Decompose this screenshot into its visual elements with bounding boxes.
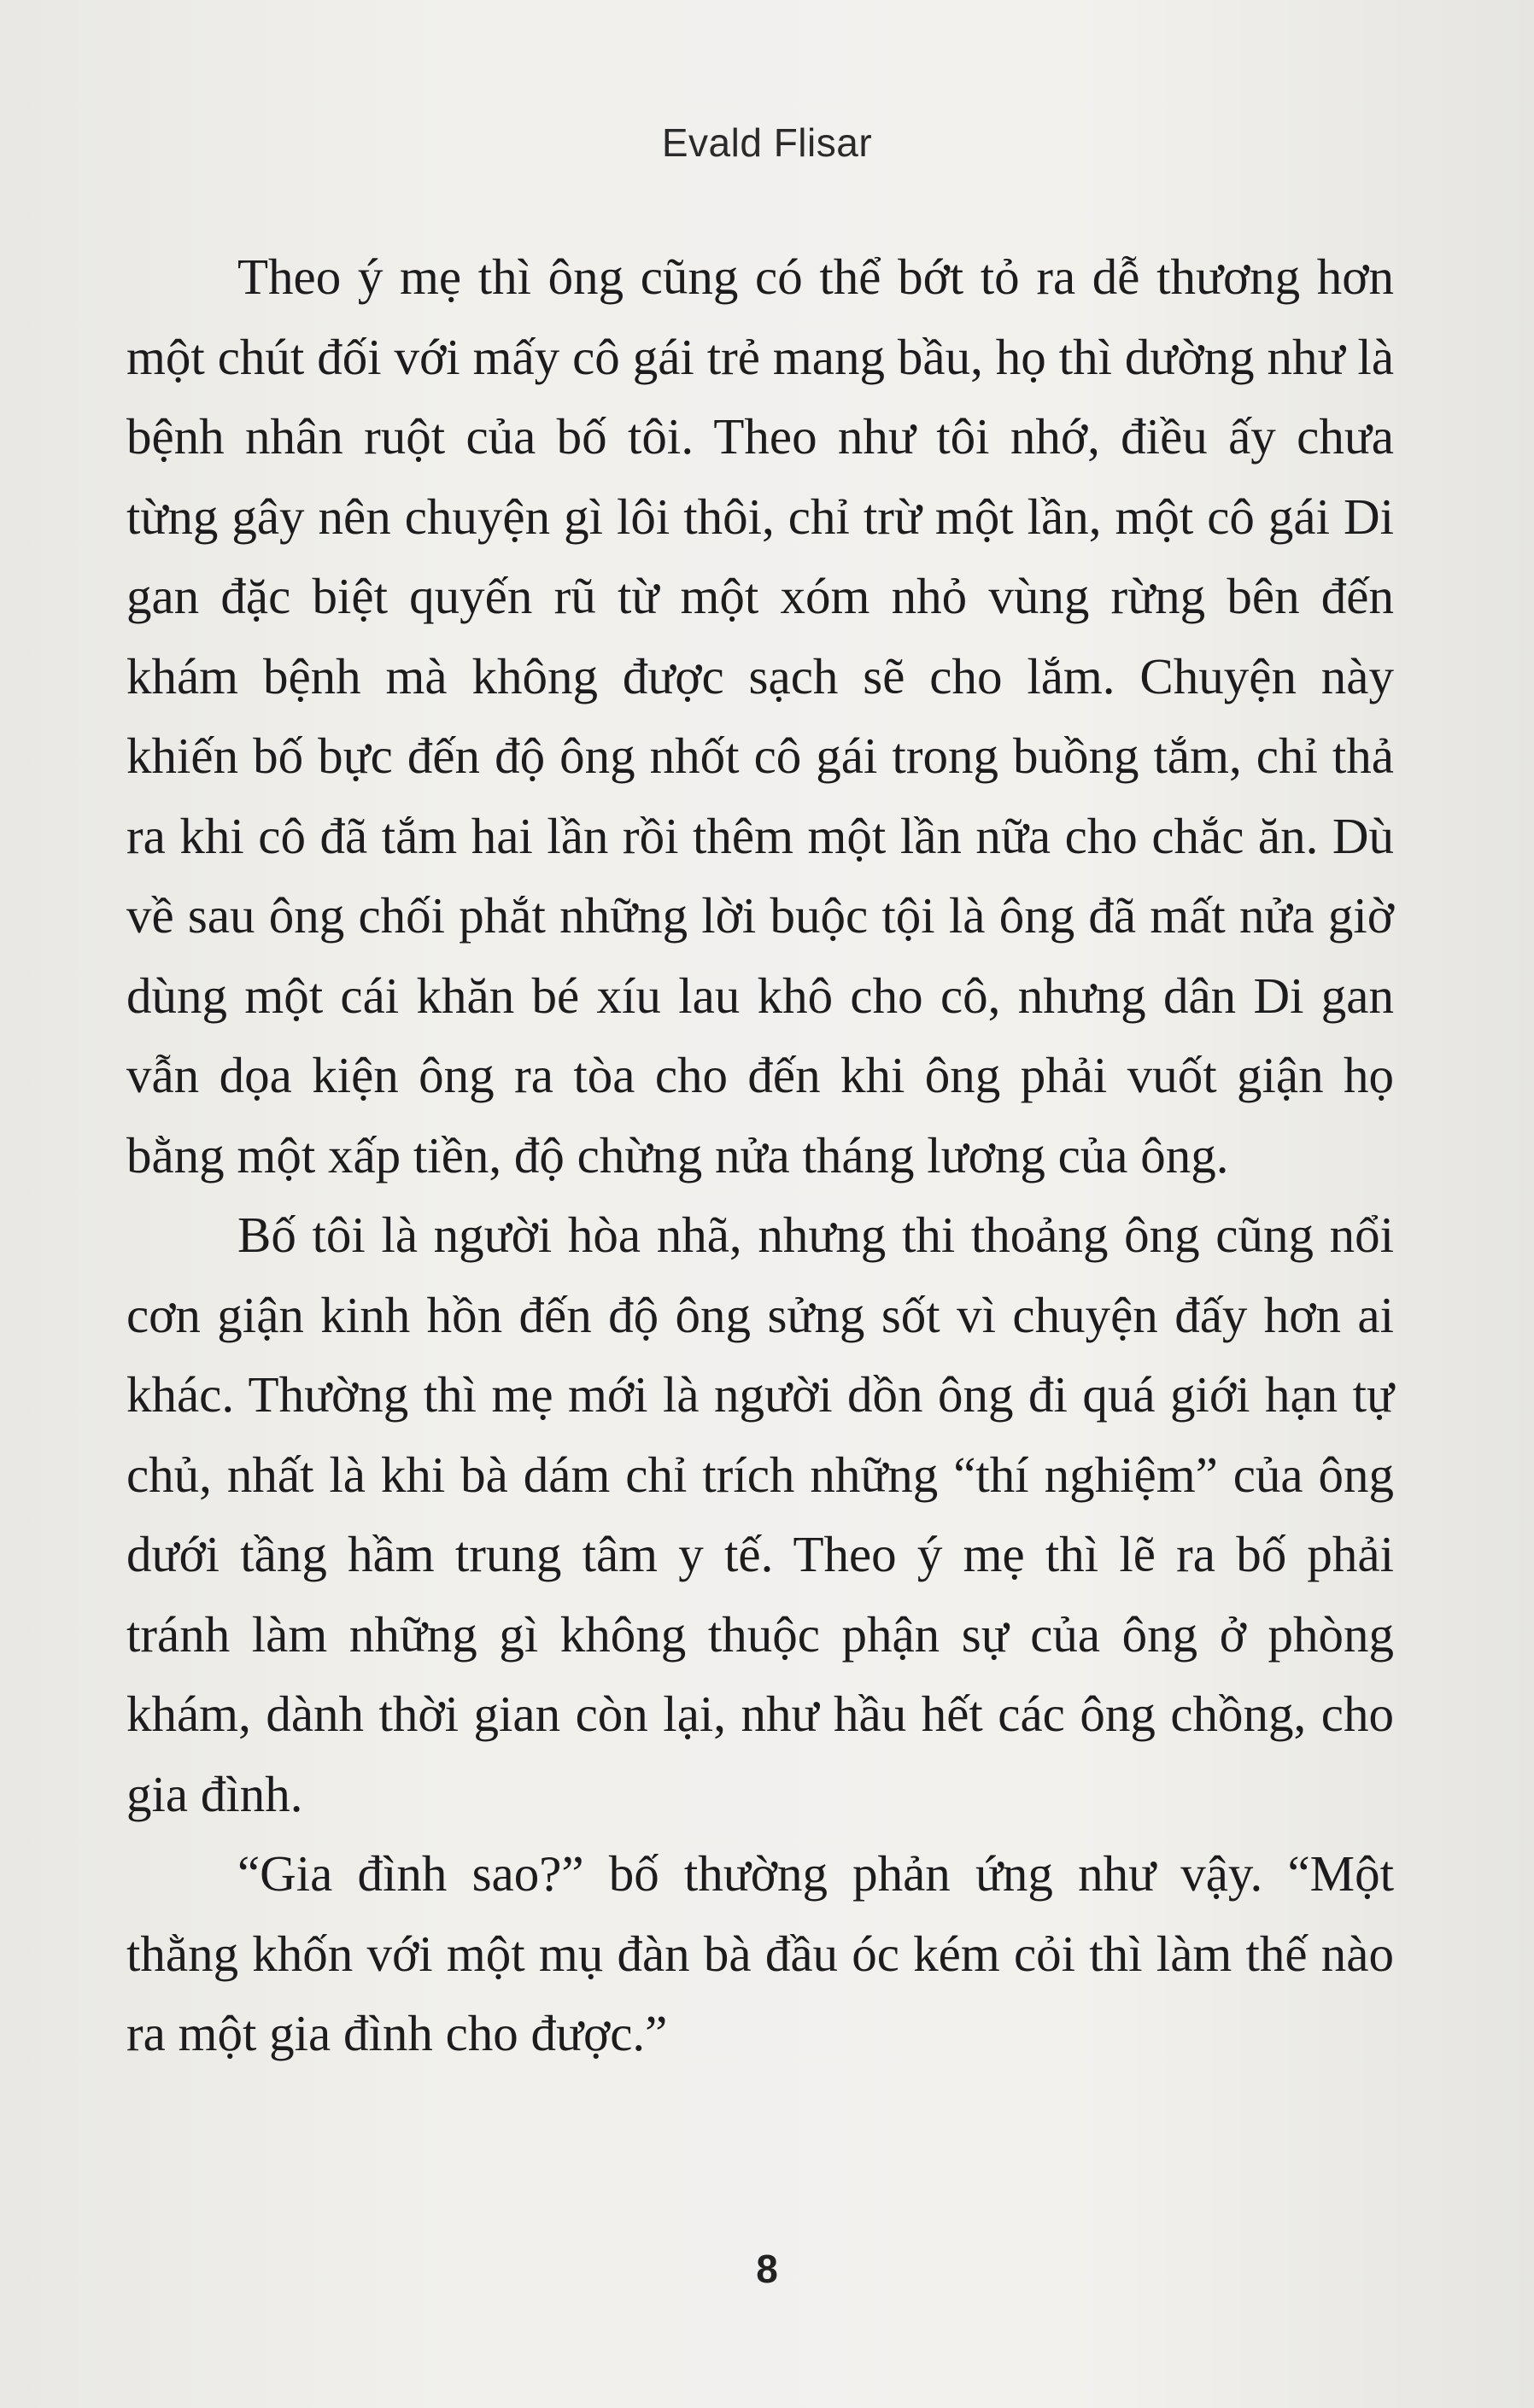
paragraph-2: Bố tôi là người hòa nhã, nhưng thi thoảng ông cũng nổi cơn giận kinh hồn đến độ ông sửng sốt vì chuyện đấy hơn ai khác. Thường thì mẹ mới là người dồn ông đi quá giới hạn tự chủ, nhất là khi bà dám chỉ trích những “thí nghiệm” của ông dưới tầng hầm trung tâm y tế. Theo ý mẹ thì lẽ ra bố phải tránh làm những gì không thuộc phận sự của ông ở phòng khám, dành thời gian còn lại, như hầu hết các ông chồng, cho gia đình. [126, 1207, 1394, 1822]
running-head-author: Evald Flisar [661, 120, 873, 165]
body-text [126, 237, 1394, 2074]
page-number: 8 [756, 2247, 778, 2291]
paragraph-3: “Gia đình sao?” bố thường phản ứng như vậy. “Một thằng khốn với một mụ đàn bà đầu óc kém cỏi thì làm thế nào ra một gia đình cho được.” [126, 1845, 1394, 2061]
paragraph-1: Theo ý mẹ thì ông cũng có thể bớt tỏ ra dễ thương hơn một chút đối với mấy cô gái trẻ mang bầu, họ thì dường như là bệnh nhân ruột của bố tôi. Theo như tôi nhớ, điều ấy chưa từng gây nên chuyện gì lôi thôi, chỉ trừ một lần, một cô gái Di gan đặc biệt quyến rũ từ một xóm nhỏ vùng rừng bên đến khám bệnh mà không được sạch sẽ cho lắm. Chuyện này khiến bố bực đến độ ông nhốt cô gái trong buồng tắm, chỉ thả ra khi cô đã tắm hai lần rồi thêm một lần nữa cho chắc ăn. Dù về sau ông chối phắt những lời buộc tội là ông đã mất nửa giờ dùng một cái khăn bé xíu lau khô cho cô, nhưng dân Di gan vẫn dọa kiện ông ra tòa cho đến khi ông phải vuốt giận họ bằng một xấp tiền, độ chừng nửa tháng lương của ông. [126, 248, 1394, 1184]
